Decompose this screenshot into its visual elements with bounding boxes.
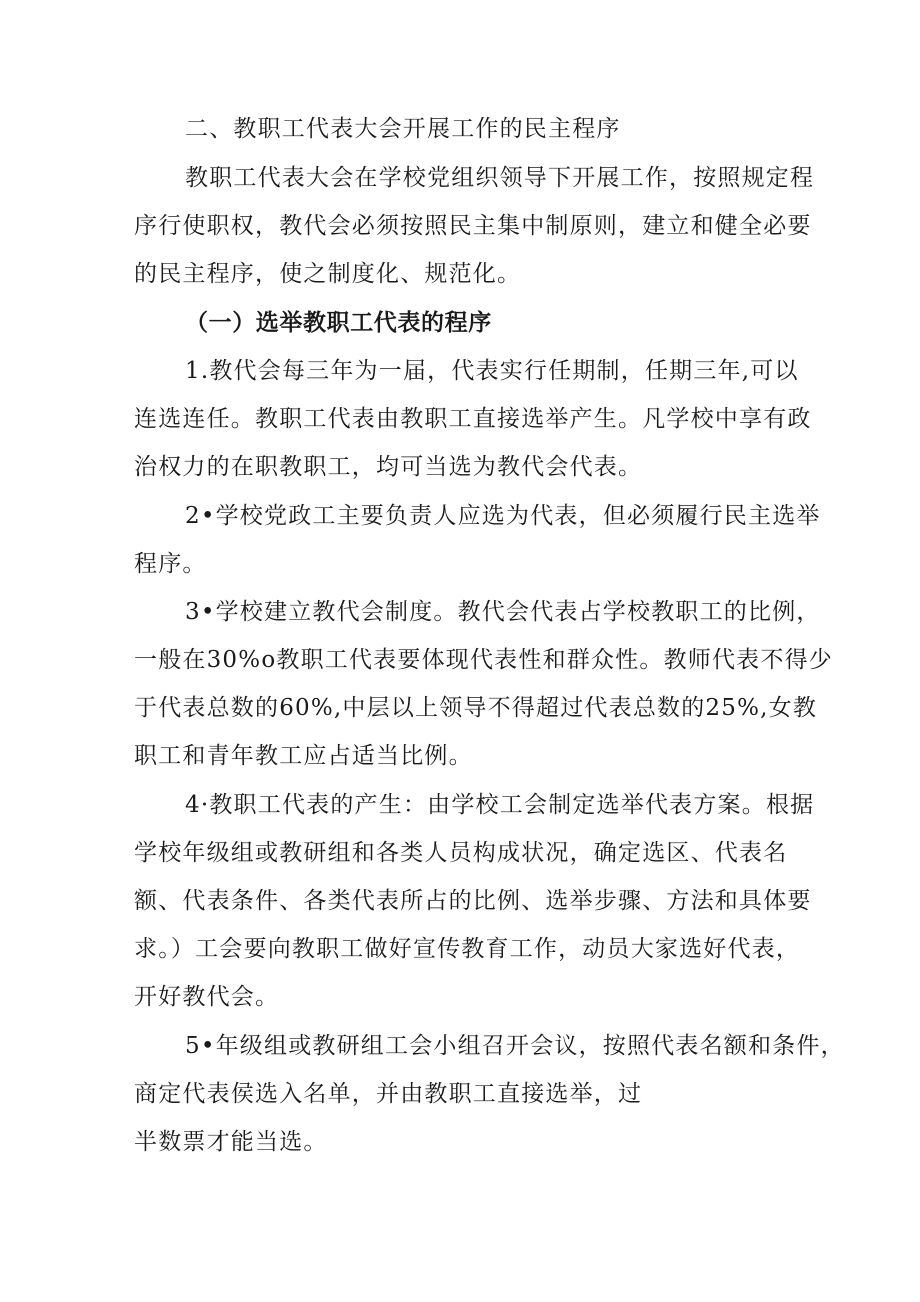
paragraph-line: 开好教代会。 xyxy=(134,984,280,1010)
paragraph-line: 商定代表侯选入名单，并由教职工直接选举，过 xyxy=(134,1081,643,1107)
paragraph-line: 学校年级组或教研组和各类人员构成状况，确定选区、代表名 xyxy=(134,840,788,866)
subsection-title: （一）选举教职工代表的程序 xyxy=(185,310,492,336)
paragraph-line: 半数票才能当选。 xyxy=(134,1129,328,1155)
paragraph-line: 求。）工会要向教职工做好宣传教育工作，动员大家选好代表， xyxy=(134,936,801,962)
paragraph-line: 额、代表条件、各类代表所占的比例、选举步骤、方法和具体要 xyxy=(134,888,812,914)
paragraph-line: 职工和青年教工应占适当比例。 xyxy=(134,743,473,769)
paragraph-line: 2•学校党政工主要负责人应选为代表，但必须履行民主选举 xyxy=(185,503,821,529)
paragraph-line: 1.教代会每三年为一届，代表实行任期制，任期三年,可以 xyxy=(185,358,799,384)
paragraph-line: 序行使职权，教代会必须按照民主集中制原则，建立和健全必要 xyxy=(134,213,812,239)
paragraph-line: 4·教职工代表的产生：由学校工会制定选举代表方案。根据 xyxy=(185,792,815,818)
paragraph-line: 程序。 xyxy=(134,551,207,577)
paragraph-line: 治权力的在职教职工，均可当选为教代会代表。 xyxy=(134,454,643,480)
section-heading: 二、教职工代表大会开展工作的民主程序 xyxy=(185,116,621,142)
paragraph-line: 教职工代表大会在学校党组织领导下开展工作，按照规定程 xyxy=(185,165,815,191)
paragraph-line: 一般在30%o教职工代表要体现代表性和群众性。教师代表不得少 xyxy=(134,647,833,673)
paragraph-line: 5•年级组或教研组工会小组召开会议，按照代表名额和条件， xyxy=(185,1033,845,1059)
paragraph-line: 于代表总数的60%,中层以上领导不得超过代表总数的25%,女教 xyxy=(134,695,818,721)
paragraph-line: 连选连任。教职工代表由教职工直接选举产生。凡学校中享有政 xyxy=(134,406,812,432)
paragraph-line: 的民主程序，使之制度化、规范化。 xyxy=(134,261,522,287)
paragraph-line: 3•学校建立教代会制度。教代会代表占学校教职工的比例， xyxy=(185,599,821,625)
